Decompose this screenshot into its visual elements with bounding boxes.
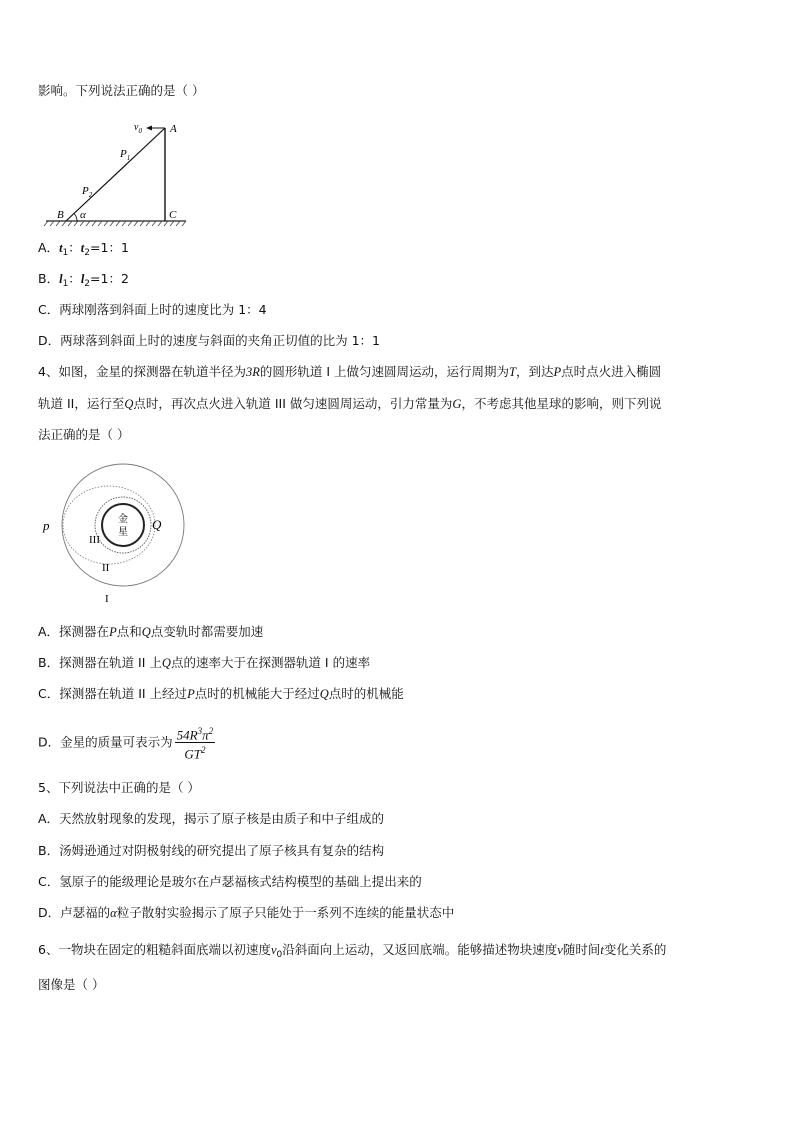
q3-option-b: B．$l_1$：$l_2=1$：2 [38,271,129,289]
label-P2: $P_2$ [82,185,93,199]
label-orbit-II: II [102,562,110,574]
q5-option-a: A．天然放射现象的发现，揭示了原子核是由质子和中子组成的 [38,811,385,826]
label-orbit-III: III [89,534,100,546]
planet-label-top: 金 [118,514,128,525]
orbit-figure [36,462,196,612]
label-v0: $v_0$ [134,122,142,135]
incline-figure [40,115,200,230]
label-A: A [170,123,177,135]
label-orbit-I: I [105,593,109,605]
label-B: B [57,209,64,221]
q3-option-c: C．两球刚落到斜面上时的速度比为 1：4 [38,302,267,317]
q3-option-a: A．$t_1$：$t_2=1$：1 [38,240,129,258]
q4-option-d: D．金星的质量可表示为 $\frac{54R^3\pi^2}{GT^2}$ [38,726,214,762]
label-alpha: α [80,209,86,221]
q5-option-d: D．卢瑟福的α粒子散射实验揭示了原子只能处于一系列不连续的能量状态中 [38,905,455,920]
q3-stem-tail: 影响。下列说法正确的是（ ） [38,83,205,98]
q6-stem-line2: 图像是（ ） [38,977,105,992]
label-p: p [43,518,50,533]
label-P1: $P_1$ [120,148,131,162]
q4-option-b: B．探测器在轨道 II 上Q点的速率大于在探测器轨道 I 的速率 [38,655,371,670]
planet-label-bottom: 星 [118,527,128,538]
q3-option-d: D．两球落到斜面上时的速度与斜面的夹角正切值的比为 1：1 [38,333,381,348]
label-C: C [169,209,177,221]
mass-formula: $\frac{54R^3\pi^2}{GT^2}$ [176,726,214,762]
q6-stem-line1: 6、一物块在固定的粗糙斜面底端以初速度$v_0$沿斜面向上运动，又返回底端。能够描述物块速度v随时间t变化关系的 [38,942,667,960]
q5-option-b: B．汤姆逊通过对阴极射线的研究提出了原子核具有复杂的结构 [38,843,385,858]
label-Q: Q [152,517,162,532]
q4-stem-line2: 轨道 II，运行至Q点时，再次点火进入轨道 III 做匀速圆周运动，引力常量为G，不考虑其他星球的影响，则下列说 [38,396,662,411]
q4-stem-line1: 4、如图，金星的探测器在轨道半径为3R的圆形轨道 I 上做匀速圆周运动，运行周期为T，到达P点时点火进入椭圆 [38,364,662,379]
q4-option-a: A．探测器在P点和Q点变轨时都需要加速 [38,624,264,639]
q5-option-c: C．氢原子的能级理论是玻尔在卢瑟福核式结构模型的基础上提出来的 [38,874,422,889]
q4-stem-line3: 法正确的是（ ） [38,427,130,442]
q4-option-c: C．探测器在轨道 II 上经过P点时的机械能大于经过Q点时的机械能 [38,686,404,701]
q5-stem: 5、下列说法中正确的是（ ） [38,780,200,795]
